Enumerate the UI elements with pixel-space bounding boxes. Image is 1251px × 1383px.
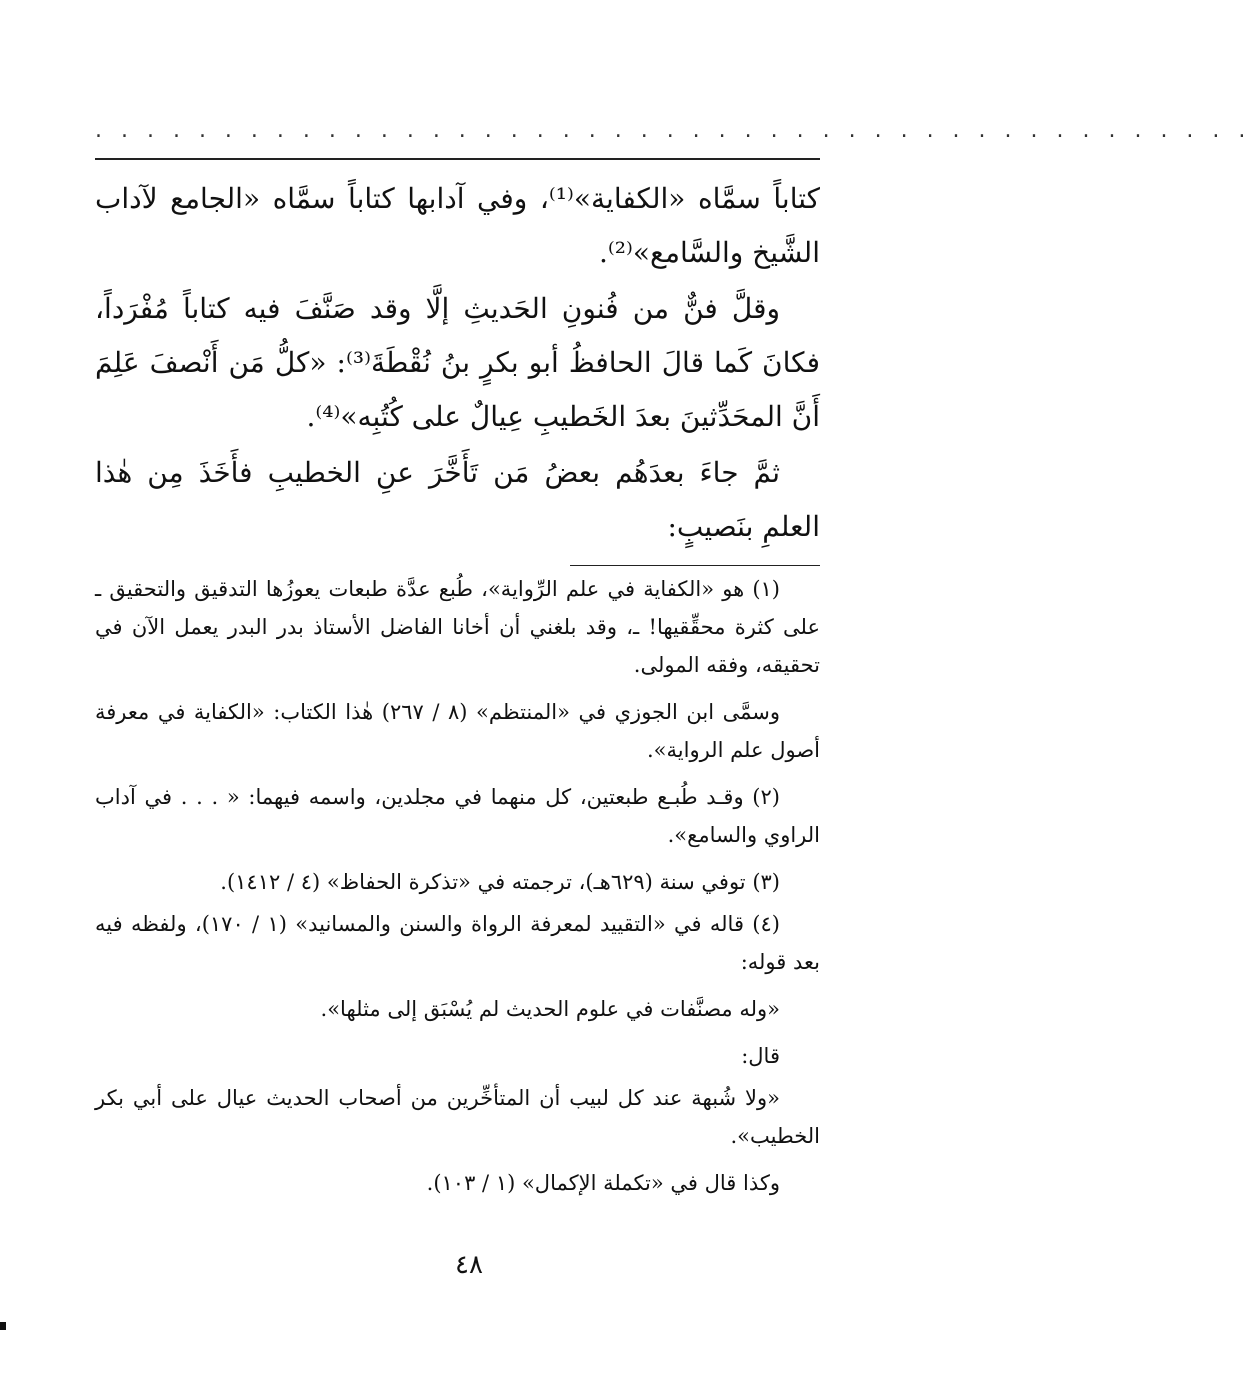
footnote-4-end: وكذا قال في «تكملة الإكمال» (١ / ١٠٣). <box>426 1171 780 1195</box>
body-paragraph-3: ثمَّ جاءَ بعدَهُم بعضُ مَن تَأَخَّرَ عنِ الخطيبِ فأَخَذَ مِن هٰذا العلمِ بنَصيبٍ: <box>95 456 820 543</box>
footnote-4-said: قال: <box>741 1044 780 1068</box>
page-number: ٤٨ <box>455 1250 483 1280</box>
header-dotted-line: . . . . . . . . . . . . . . . . . . . . . . . . . . . . . . . . . . . . . . . . . . . . . <box>95 118 1251 143</box>
footnote-1-continued: وسمَّى ابن الجوزي في «المنتظم» (٨ / ٢٦٧) هٰذا الكتاب: «الكفاية في معرفة أصول علم الرواية». <box>95 700 820 762</box>
header-rule <box>95 158 820 160</box>
footnote-4: (٤) قاله في «التقييد لمعرفة الرواة والسنن والمسانيد» (١ / ١٧٠)، ولفظه فيه بعد قوله: <box>95 912 820 974</box>
footnote-1: (١) هو «الكفاية في علم الرِّواية»، طُبع عدَّة طبعات يعوزُها التدقيق والتحقيق ـ على كثرة محقِّقيها! ـ، وقد بلغني أن أخانا الفاضل الأستاذ بدر البدر يعمل الآن في تحقيقه، وفقه المولى. <box>95 577 820 677</box>
footnote-2: (٢) وقـد طُبـع طبعتين، كل منهما في مجلدين، واسمه فيهما: « . . . في آداب الراوي والسامع». <box>95 785 820 847</box>
main-text <box>95 172 820 556</box>
footnotes <box>95 570 820 1211</box>
footnote-4-quote-2: «ولا شُبهة عند كل لبيب أن المتأخِّرين من أصحاب الحديث عيال على أبي بكر الخطيب». <box>95 1086 820 1148</box>
margin-mark <box>0 1322 6 1330</box>
body-paragraph-1: كتاباً سمَّاه «الكفاية»⁽¹⁾، وفي آدابها كتاباً سمَّاه «الجامع لآداب الشَّيخ والسَّامع»⁽²⁾. <box>95 182 821 269</box>
body-paragraph-2: وقلَّ فنٌّ من فُنونِ الحَديثِ إلَّا وقد صَنَّفَ فيه كتاباً مُفْرَداً، فكانَ كَما قالَ الحافظُ أبو بكرٍ بنُ نُقْطَةَ⁽³⁾: «كلُّ مَن أَنْصفَ عَلِمَ أَنَّ المحَدِّثينَ بعدَ الخَطيبِ عِيالٌ على كُتُبِه»⁽⁴⁾. <box>95 292 820 433</box>
footnote-separator <box>570 565 820 566</box>
footnote-4-quote-1: «وله مصنَّفات في علوم الحديث لم يُسْبَق إلى مثلها». <box>320 997 780 1021</box>
footnote-3: (٣) توفي سنة (٦٢٩هـ)، ترجمته في «تذكرة الحفاظ» (٤ / ١٤١٢). <box>220 870 780 894</box>
